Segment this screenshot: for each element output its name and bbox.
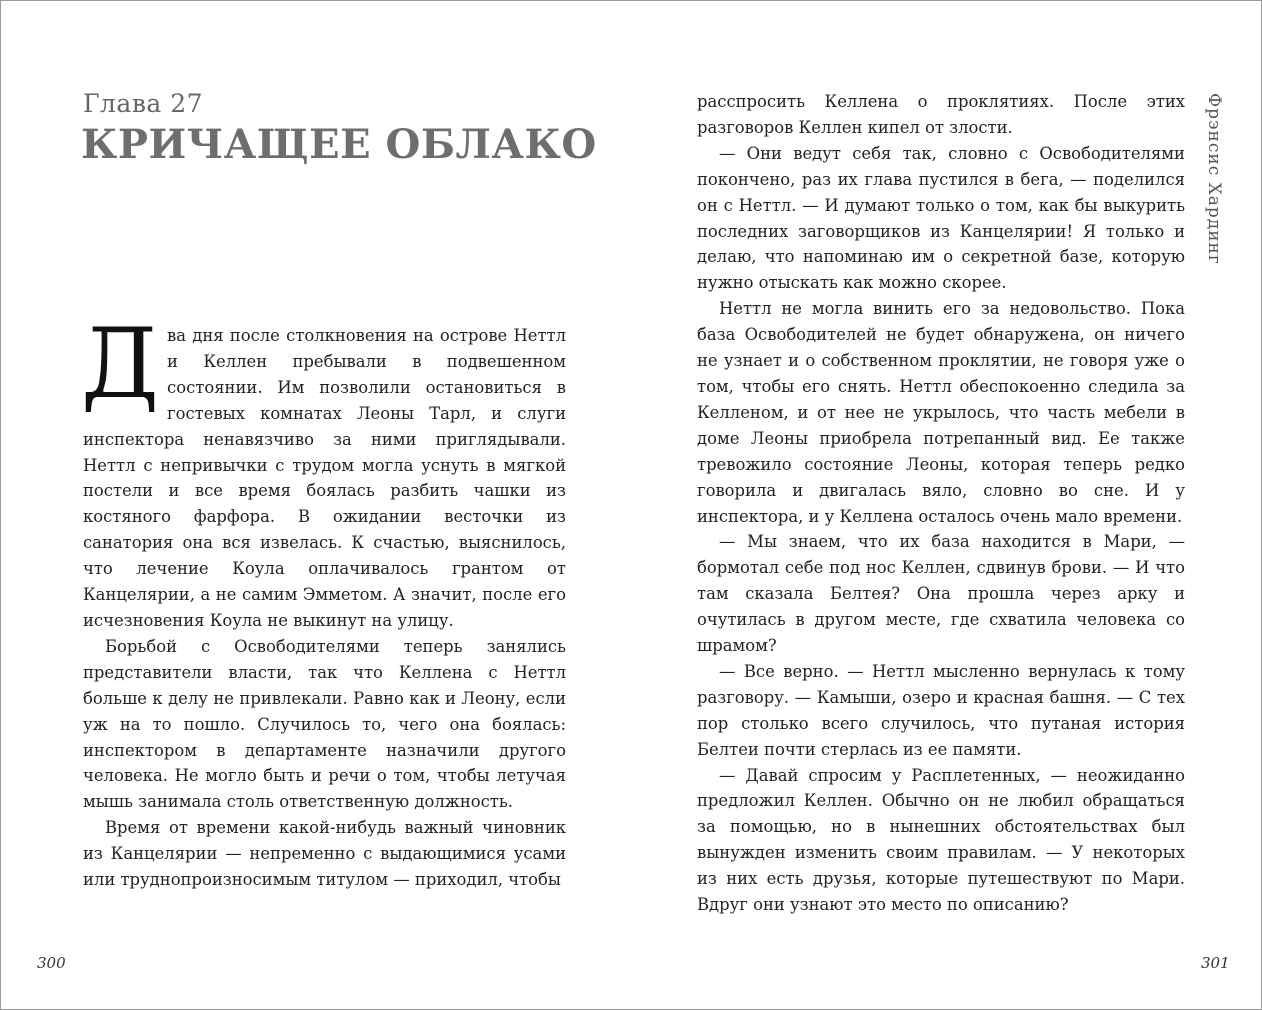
right-body-text	[697, 89, 1185, 918]
chapter-title: КРИЧАЩЕЕ ОБЛАКО	[81, 121, 597, 168]
running-head-author: Фрэнсис Хардинг	[1204, 93, 1224, 265]
continued-paragraph: расспросить Келлена о проклятиях. После этих разговоров Келлен кипел от злости.	[697, 92, 1185, 137]
page-number-left: 300	[37, 954, 66, 972]
right-page	[632, 1, 1262, 1009]
drop-cap: Д	[81, 308, 160, 420]
paragraph: Борьбой с Освободителями теперь занялись представители власти, так что Келлена с Неттл больше к делу не привлекали. Равно как и Леону, если уж на то пошло. Случилось то, чего она боялась: инспектором в департаменте назначили другого человека. Не могло быть и речи о том, чтобы летучая мышь занимала столь ответственную должность.	[83, 636, 566, 812]
paragraph: Время от времени какой-нибудь важный чиновник из Канцелярии — непременно с выдающимися усами или труднопроизносимым титулом — приходил, чтобы	[83, 818, 566, 890]
opening-paragraph	[81, 308, 566, 634]
left-body-text	[81, 308, 566, 893]
left-page	[1, 1, 631, 1009]
paragraph: — Давай спросим у Расплетенных, — неожиданно предложил Келлен. Обычно он не любил обращаться за помощью, но в нынешних обстоятельствах был вынужден изменить своим правилам. — У некоторых из них есть друзья, которые путешествуют по Мари. Вдруг они узнают это место по описанию?	[697, 765, 1185, 915]
paragraph: — Мы знаем, что их база находится в Мари, — бормотал себе под нос Келлен, сдвинув брови. — И что там сказала Белтея? Она прошла через арку и очутилась в другом месте, где схватила человека со шрамом?	[697, 532, 1185, 656]
opening-paragraph-text: ва дня после столкновения на острове Неттл и Келлен пребывали в подвешенном состоянии. Им позволили остановиться в гостевых комнатах Леоны Тарл, и слуги инспектора ненавязчиво за ними приглядывали. Неттл с непривычки с трудом могла уснуть в мягкой постели и все время боялась разбить чашки из костяного фарфора. В ожидании весточки из санатория она вся извелась. К счастью, выяснилось, что лечение Коула оплачивалось грантом от Канцелярии, а не самим Эмметом. А значит, после его исчезновения Коула не выкинут на улицу.	[83, 326, 566, 630]
paragraph: — Все верно. — Неттл мысленно вернулась к тому разговору. — Камыши, озеро и красная башня. — С тех пор столько всего случилось, что путаная история Белтеи почти стерлась из ее памяти.	[697, 661, 1185, 759]
paragraph: Неттл не могла винить его за недовольство. Пока база Освободителей не будет обнаружена, он ничего не узнает и о собственном проклятии, не говоря уже о том, чтобы его снять. Неттл обеспокоенно следила за Келленом, и от нее не укрылось, что часть мебели в доме Леоны приобрела потрепанный вид. Ее также тревожило состояние Леоны, которая теперь редко говорила и двигалась вяло, словно во сне. И у инспектора, и у Келлена осталось очень мало времени.	[697, 299, 1185, 526]
page-number-right: 301	[1201, 954, 1230, 972]
chapter-number: Глава 27	[83, 89, 204, 118]
paragraph: — Они ведут себя так, словно с Освободителями покончено, раз их глава пустился в бега, — поделился он с Неттл. — И думают только о том, как бы выкурить последних заговорщиков из Канцелярии! Я только и делаю, что напоминаю им о секретной базе, которую нужно отыскать как можно скорее.	[697, 143, 1185, 293]
